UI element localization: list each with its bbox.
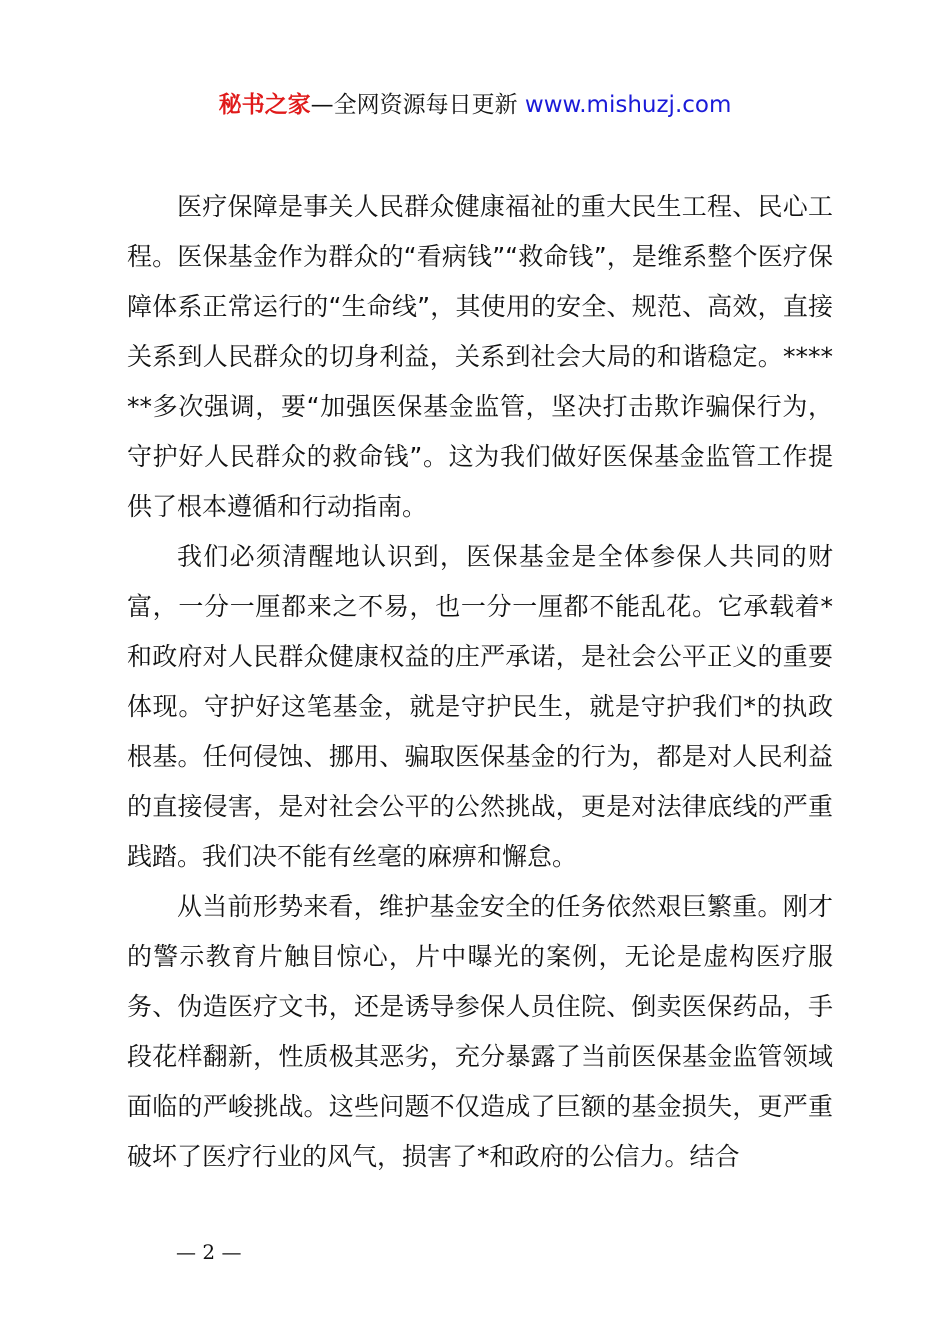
- paragraph: 我们必须清醒地认识到，医保基金是全体参保人共同的财富，一分一厘都来之不易，也一分一厘都不能乱花。它承载着*和政府对人民群众健康权益的庄严承诺，是社会公平正义的重要体现。守护好这笔基金，就是守护民生，就是守护我们*的执政根基。任何侵蚀、挪用、骗取医保基金的行为，都是对人民利益的直接侵害，是对社会公平的公然挑战，更是对法律底线的严重践踏。我们决不能有丝毫的麻痹和懈怠。: [127, 542, 833, 871]
- paragraph: 医疗保障是事关人民群众健康福祉的重大民生工程、民心工程。医保基金作为群众的“看病钱”“救命钱”，是维系整个医疗保障体系正常运行的“生命线”，其使用的安全、规范、高效，直接关系到人民群众的切身利益，关系到社会大局的和谐稳定。******多次强调，要“加强医保基金监管，坚决打击欺诈骗保行为，守护好人民群众的救命钱”。这为我们做好医保基金监管工作提供了根本遵循和行动指南。: [127, 192, 833, 521]
- page-number: — 2 —: [176, 1240, 242, 1264]
- site-brand: 秘书之家: [218, 92, 311, 118]
- paragraph: 从当前形势来看，维护基金安全的任务依然艰巨繁重。刚才的警示教育片触目惊心，片中曝光的案例，无论是虚构医疗服务、伪造医疗文书，还是诱导参保人员住院、倒卖医保药品，手段花样翻新，性质极其恶劣，充分暴露了当前医保基金监管领域面临的严峻挑战。这些问题不仅造成了巨额的基金损失，更严重破坏了医疗行业的风气，损害了*和政府的公信力。结合: [127, 892, 833, 1171]
- site-url-link[interactable]: www.mishuzj.com: [524, 92, 732, 118]
- site-header: [0, 88, 950, 122]
- document-body: [127, 182, 833, 1182]
- site-tagline: —全网资源每日更新: [310, 92, 525, 118]
